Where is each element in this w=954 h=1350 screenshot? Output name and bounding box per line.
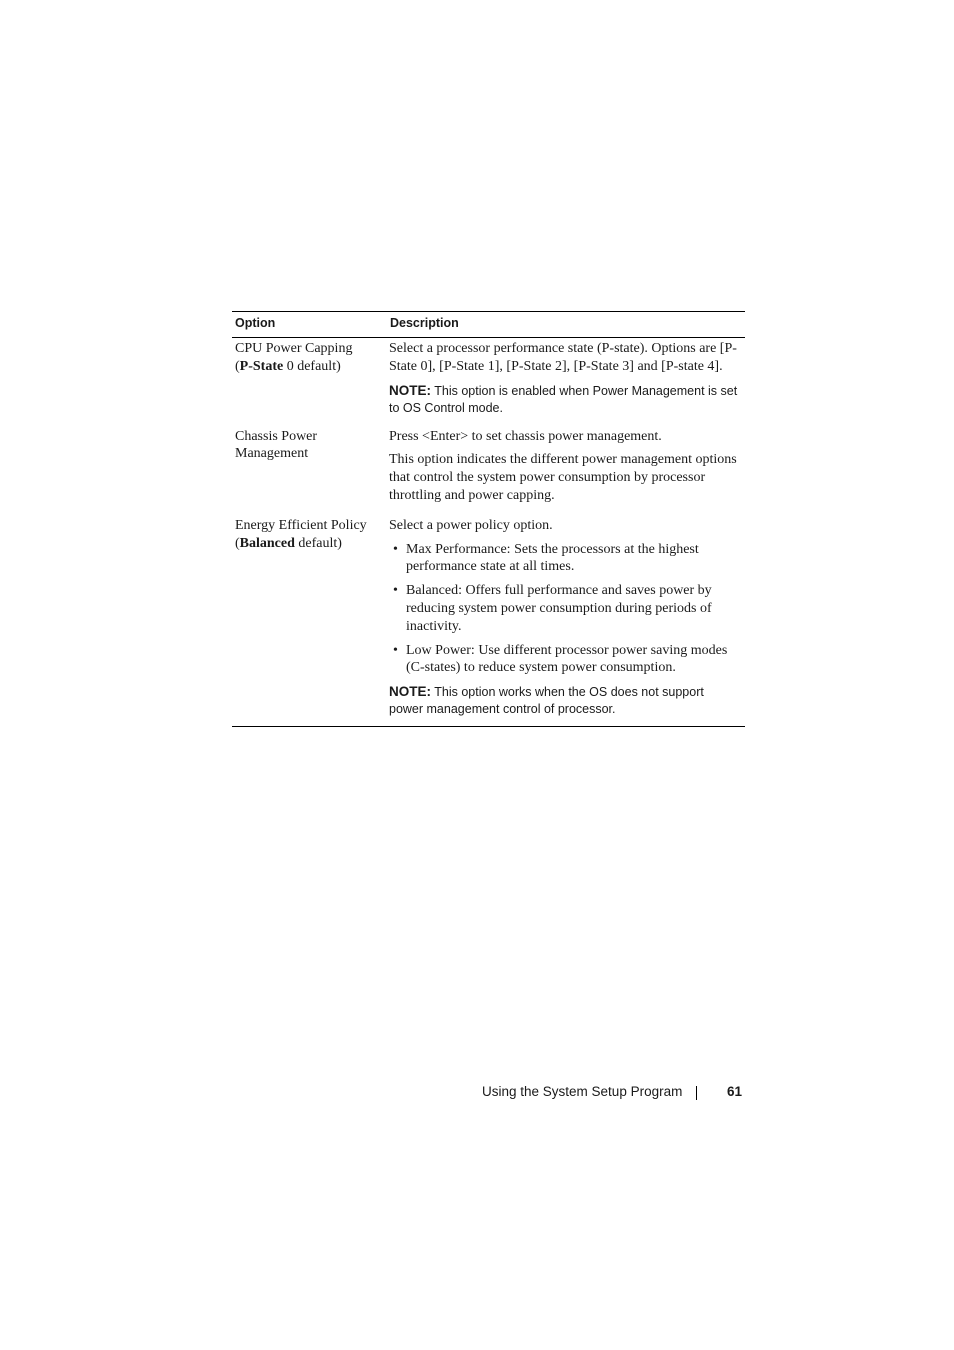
option-cell	[232, 425, 387, 511]
option-name: Chassis Power Management	[235, 428, 318, 462]
footer-divider	[696, 1086, 697, 1100]
description-cell	[387, 511, 745, 727]
description-text: Press <Enter> to set chassis power management.	[389, 428, 662, 444]
note	[389, 382, 741, 417]
note-label: NOTE:	[389, 382, 431, 398]
description-cell	[387, 425, 745, 511]
option-name: CPU Power Capping	[235, 341, 353, 356]
column-header-option: Option	[235, 316, 276, 330]
column-header-description: Description	[390, 316, 459, 330]
default-suffix: 0 default)	[283, 358, 341, 374]
option-paren: (	[235, 535, 240, 551]
table-header-row	[232, 312, 745, 338]
page-number: 61	[727, 1084, 743, 1099]
list-item	[389, 642, 741, 678]
note-text: This option works when the OS does not support power management control of processor.	[389, 685, 704, 717]
bullet-icon: •	[393, 642, 398, 658]
description-cell	[387, 338, 745, 425]
default-suffix: default)	[294, 535, 342, 551]
option-paren: (	[235, 358, 240, 374]
options-table-container	[232, 311, 745, 727]
list-item	[389, 582, 741, 635]
bullet-icon: •	[393, 541, 398, 557]
option-cell	[232, 338, 387, 425]
description-text: Select a power policy option.	[389, 517, 553, 533]
note	[389, 683, 741, 718]
table-row-chassis-power-management	[232, 425, 745, 511]
list-item	[389, 541, 741, 577]
note-text: This option is enabled when Power Management is set to OS Control mode.	[389, 383, 738, 415]
page-footer	[482, 1083, 744, 1103]
default-value: P-State	[239, 358, 284, 374]
policy-options-list	[389, 541, 741, 678]
default-value: Balanced	[239, 535, 295, 551]
description-text: Select a processor performance state (P-state). Options are [P-State 0], [P-State 1], [P-State 2], [P-State 3] and [P-state 4].	[389, 341, 737, 374]
option-name: Energy Efficient Policy	[235, 517, 367, 533]
bullet-icon: •	[393, 583, 398, 599]
option-cell	[232, 511, 387, 727]
list-item-text: Balanced: Offers full performance and saves power by reducing system power consumption during periods of inactivity.	[406, 583, 712, 634]
list-item-text: Max Performance: Sets the processors at the highest performance state at all times.	[406, 541, 699, 575]
list-item-text: Low Power: Use different processor power saving modes (C-states) to reduce system power consumption.	[406, 642, 728, 676]
options-table	[232, 311, 745, 727]
description-text: This option indicates the different power management options that control the system power consumption by processor throttling and power capping.	[389, 452, 737, 503]
footer-section-title: Using the System Setup Program	[482, 1084, 683, 1099]
note-label: NOTE:	[389, 684, 431, 700]
table-row-cpu-power-capping	[232, 338, 745, 425]
table-row-energy-efficient-policy	[232, 511, 745, 727]
